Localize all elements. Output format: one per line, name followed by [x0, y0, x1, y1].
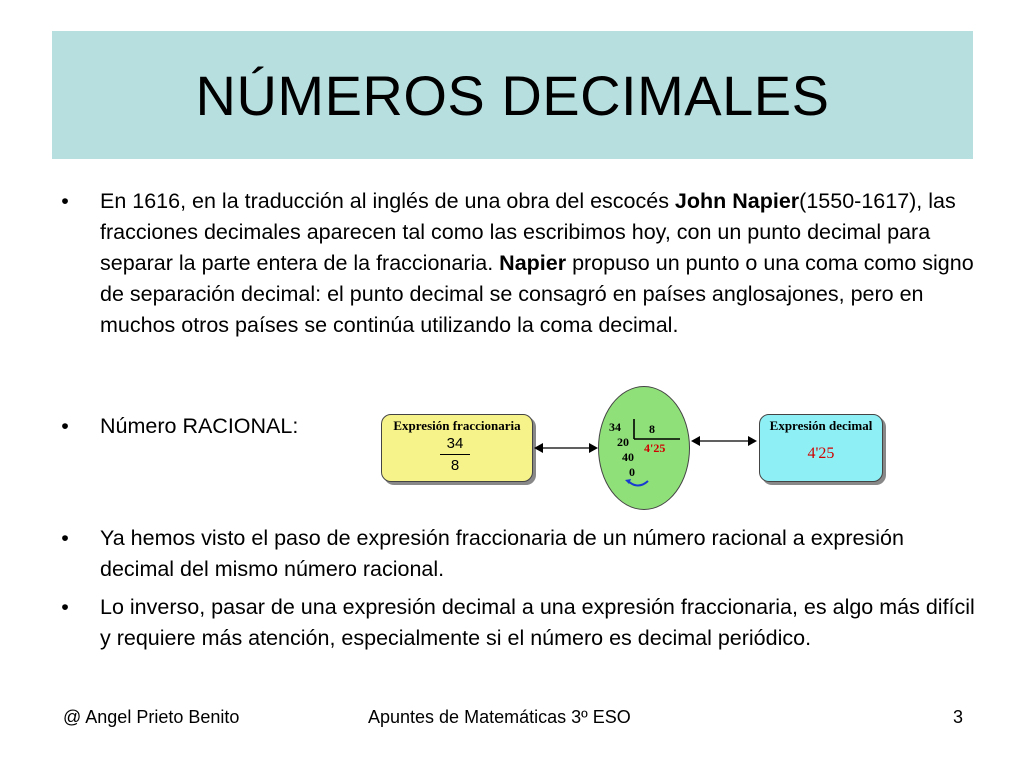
footer-page-number: 3	[953, 707, 964, 727]
bullet-dot: •	[61, 595, 69, 619]
division-remainder: 0	[629, 465, 635, 479]
bullet-decimal-to-fraction	[61, 592, 980, 654]
fraction-numerator: 34	[440, 435, 470, 455]
double-arrow-right	[691, 434, 757, 448]
long-division-oval	[598, 386, 690, 510]
fraction	[440, 435, 470, 474]
footer-author: @ Angel Prieto Benito	[63, 707, 240, 727]
bullet-napier	[61, 186, 980, 341]
bullet-dot: •	[61, 189, 69, 213]
bullet-text: En 1616, en la traducción al inglés de una obra del escocés	[100, 189, 675, 213]
bullet-fraction-to-decimal	[61, 523, 980, 585]
fraction-to-decimal-diagram	[378, 386, 888, 510]
decimal-expression-box	[759, 414, 883, 482]
bullet-text: Lo inverso, pasar de una expresión decimal a una expresión fraccionaria, es algo más difícil y requiere más atención, especialmente si el número es decimal periódico.	[100, 595, 975, 650]
division-step-2: 40	[622, 450, 634, 464]
dividend: 34	[609, 420, 621, 434]
zero-remainder-smile	[625, 478, 651, 490]
quotient: 4'25	[644, 441, 666, 455]
division-bracket	[632, 419, 682, 441]
bullet-dot: •	[61, 526, 69, 550]
bullet-text: (1550-1617), las fracciones decimales aparecen tal como las escribimos hoy, con un punto decimal para separar la parte entera de la fraccionaria.	[100, 189, 956, 275]
bold-name: Napier	[499, 251, 567, 275]
divisor: 8	[649, 422, 655, 436]
decimal-value: 4'25	[807, 445, 835, 462]
slide-title: NÚMEROS DECIMALES	[195, 63, 830, 127]
footer-course: Apuntes de Matemáticas 3º ESO	[368, 707, 631, 727]
fraction-expression-box	[381, 414, 533, 482]
fraction-denominator: 8	[450, 457, 460, 474]
bullet-text: Ya hemos visto el paso de expresión fraccionaria de un número racional a expresión decimal del mismo número racional.	[100, 526, 904, 581]
double-arrow-left	[534, 441, 598, 455]
title-banner	[52, 31, 973, 159]
bullet-dot: •	[61, 414, 69, 438]
bullet-text: Número RACIONAL:	[100, 414, 299, 438]
bold-name: John Napier	[674, 189, 800, 213]
bullet-text: propuso un punto o una coma como signo de separación decimal: el punto decimal se consagró en países anglosajones, pero en muchos otros países se continúa utilizando la coma decimal.	[100, 251, 974, 337]
decimal-box-label: Expresión decimal	[769, 418, 873, 433]
division-step-1: 20	[617, 435, 629, 449]
fraction-box-label: Expresión fraccionaria	[393, 418, 521, 433]
